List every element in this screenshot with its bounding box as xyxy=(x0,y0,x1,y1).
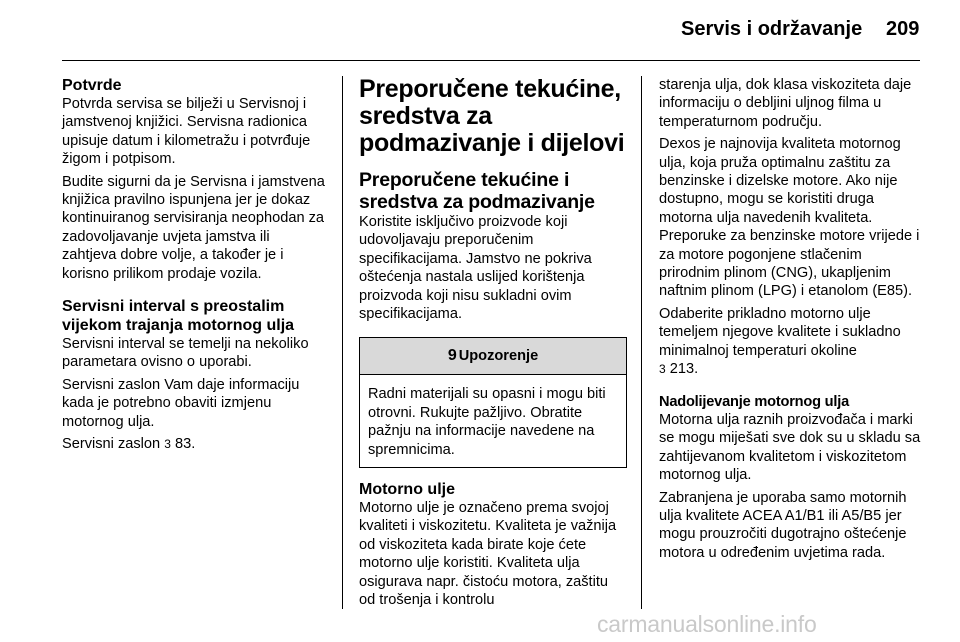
intro-paragraph: Koristite isključivo proizvode koji udovoljavaju preporučenim specifikacijama. Jamstvo ne pokriva oštećenja nastala uslijed korištenja proizvoda koji nisu sukladni ovim specifikacijama. xyxy=(359,214,592,323)
oil-paragraph-1: Motorno ulje je označeno prema svojoj kvaliteti i viskozitetu. Kvaliteta je važnija od viskoziteta kada birate koje ćete motorno ulje koristiti. Kvaliteta ulja osigurava napr. čistoću motora, zaštitu od trošenja i kontrolu xyxy=(359,500,617,609)
main-heading: Preporučene tekućine, sredstva za podmazivanje i dijelovi xyxy=(359,75,625,157)
interval-ref-page[interactable]: 83. xyxy=(174,436,196,453)
right-paragraph-3 xyxy=(659,305,925,379)
column-left xyxy=(62,76,327,458)
interval-ref-text: Servisni zaslon xyxy=(62,436,161,453)
section-title: Servis i održavanje xyxy=(681,18,863,40)
page-header xyxy=(0,0,960,60)
potvrde-heading: Potvrde xyxy=(62,77,122,94)
page-ref-icon: 3 xyxy=(164,437,171,452)
right-paragraph-1: starenja ulja, dok klasa viskoziteta daje informaciju o debljini uljnog filma u temperaturnom području. xyxy=(659,77,912,130)
warning-triangle-icon: 9 xyxy=(447,347,457,365)
right-p3-page[interactable]: 213. xyxy=(669,361,699,378)
interval-paragraph-2: Servisni zaslon Vam daje informaciju kada je potrebno obaviti izmjenu motornog ulja. xyxy=(62,376,300,430)
warning-box xyxy=(359,337,627,468)
warning-header xyxy=(360,338,626,375)
refill-paragraph-2: Zabranjena je uporaba samo motornih ulja kvalitete ACEA A1/B1 ili A5/B5 jer mogu prouzročiti dugotrajno oštećenje motora u određenim uvjetima rada. xyxy=(659,489,907,561)
interval-heading: Servisni interval s preostalim vijekom trajanja motornog ulja xyxy=(62,298,295,335)
potvrde-paragraph-2: Budite sigurni da je Servisna i jamstvena knjižica pravilno ispunjena jer je dokaz kontinuiranog servisiranja neophodan za zadovoljavanje uvjeta jamstva ili zahtjeva dobre volje, a također je i korisno prilikom prodaje vozila. xyxy=(62,173,325,282)
header-rule xyxy=(62,60,920,61)
right-paragraph-2: Dexos je najnovija kvaliteta motornog ulja, koja pruža optimalnu zaštitu za benzinske i dizelske motore. Ako nije dostupno, mogu se koristiti druga motorna ulja navedenih kvaliteta. Preporuke za benzinske motore vrijede i za motore pogonjene stlačenim prirodnim plinom (CNG), ukapljenim naftnim plinom (LPG) i etanolom (E85). xyxy=(659,136,920,300)
column-middle xyxy=(359,76,627,614)
column-divider-2 xyxy=(641,76,642,609)
refill-paragraph-1: Motorna ulja raznih proizvođača i marki se mogu miješati sve dok su u skladu sa zahtijevanom kvalitetom i viskozitetom motornog ulja. xyxy=(659,411,921,484)
warning-text: Radni materijali su opasni i mogu biti otrovni. Rukujte pažljivo. Obratite pažnju na informacije navedene na spremnicima. xyxy=(368,386,606,458)
watermark: carmanualsonline.info xyxy=(597,611,817,637)
right-p3-text: Odaberite prikladno motorno ulje temeljem njegove kvalitete i sukladno minimalnoj temperaturi okoline xyxy=(659,305,901,359)
page-ref-icon: 3 xyxy=(659,362,666,377)
warning-title: Upozorenje xyxy=(458,348,539,365)
column-right xyxy=(659,76,925,566)
refill-heading: Nadolijevanje motornog ulja xyxy=(659,393,850,410)
interval-paragraph-1: Servisni interval se temelji na nekoliko parametara ovisno o uporabi. xyxy=(62,336,309,371)
oil-heading: Motorno ulje xyxy=(359,481,455,499)
interval-paragraph-3 xyxy=(62,435,327,453)
page-number: 209 xyxy=(886,18,920,40)
sub-heading: Preporučene tekućine i sredstva za podmazivanje xyxy=(359,169,595,213)
column-divider-1 xyxy=(342,76,343,609)
potvrde-paragraph-1: Potvrda servisa se bilježi u Servisnoj i jamstvenoj knjižici. Servisna radionica upisuje datum i kilometražu i potvrđuje žigom i potpisom. xyxy=(62,96,311,168)
